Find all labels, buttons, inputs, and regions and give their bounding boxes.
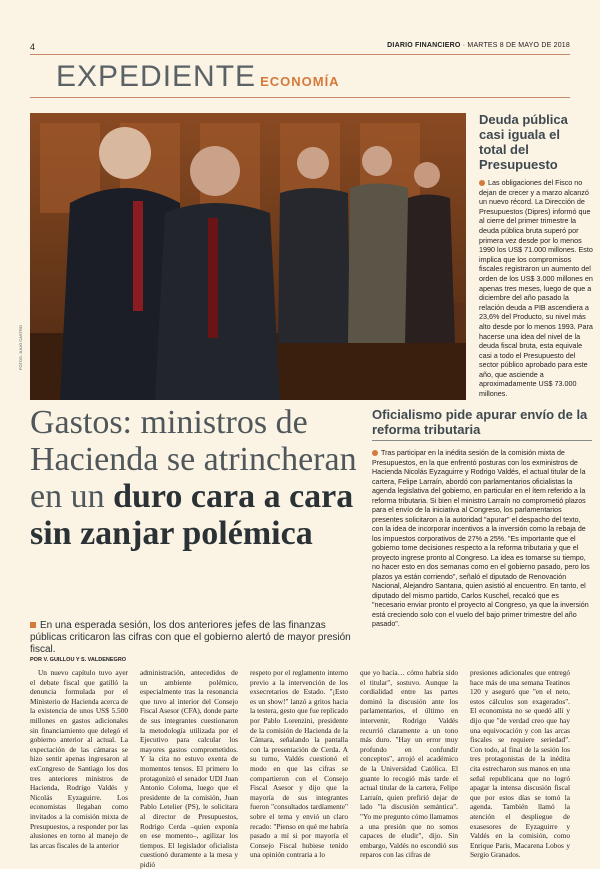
publication-name: DIARIO FINANCIERO [387, 42, 461, 49]
page-number: 4 [30, 42, 36, 52]
sidebar-title: Deuda pública casi iguala el total del Presupuesto [479, 112, 568, 172]
article-column-3 [250, 668, 348, 860]
photo-credit: FOTOS: JULIO CASTRO [18, 324, 23, 370]
oficialismo-body [372, 449, 592, 630]
sidebar-body [479, 178, 595, 399]
column-text: respeto por el reglamento interno previo a la intervención de los exsecretarios de Estado. "¡Esto es un show!" lanzó a gritos hacia la testera, gesto que fue replicado por Pablo Lorenzini, presidente de la comisión de Hacienda de la Cámara, señalando la pantalla con la presentación de Cerda. A su turno, Valdés cuestionó el modo en que las cifras se compartieron con el Consejo Fiscal Asesor y dijo que la mayoría de sus integrantes fueron "consultados tardíamente" sobre el tema y envió un claro recado: "Pienso en qué me habría pasado a mí si por mayoría el Consejo Fiscal hubiese tenido una opinión contraria a lo [250, 668, 348, 860]
byline: POR V. GUILLOU Y S. VALDENEGRO [30, 657, 127, 663]
article-column-4 [360, 668, 458, 860]
article-column-5 [470, 668, 570, 860]
bullet-icon [372, 450, 378, 456]
subheadline [30, 620, 360, 656]
article-column-2 [140, 668, 238, 869]
oficialismo-rule [372, 440, 592, 441]
headline [30, 404, 360, 552]
masthead [387, 42, 570, 49]
issue-date: · MARTES 8 DE MAYO DE 2018 [462, 42, 570, 49]
article-column-1 [30, 668, 128, 850]
column-text: que yo hacía… cómo habría sido el titular", sostuvo. Aunque la cordialidad entre las partes dominó la discusión ante los parlamentarios, el último en intervenir, Rodrigo Valdés recurrió claramente a un tono más duro. "Hay un error muy profundo en confundir conceptos", arrojó el académico de la Universidad Católica. El guante lo recogió más tarde el actual titular de la cartera, Felipe Larraín, quien prefirió dejar de lado "la discusión semántica". "Yo me pregunto cómo llamamos a una presión que no somos capaces de eludir", dijo. Sin embargo, Valdés no escondió sus reparos con las cifras de [360, 668, 458, 860]
headline-bold: duro cara a cara sin zanjar polémica [30, 478, 354, 552]
photo-illustration [30, 113, 466, 400]
main-photo [30, 113, 466, 400]
oficialismo-title: Oficialismo pide apurar envío de la reforma tributaria [372, 407, 588, 437]
oficialismo-text: Tras participar en la inédita sesión de la comisión mixta de Presupuestos, en la que enfrentó posturas con los exministros de Hacienda Nicolás Eyzaguirre y Rodrigo Valdés, el actual titular de la cartera, Felipe Larraín, abordó con parlamentarios oficialistas la agenda legislativa del gobierno, en particular en el ítem referido a la reforma tributaria. Si bien el ministro Larraín no comprometió plazos para el envío de la iniciativa al Congreso, los parlamentarios presentes solicitaron a la autoridad "apurar" el despacho del texto, con la idea de incorporar incentivos a la inversión como la rebaja de los impuestos corporativos de 27% a 25%. "Es importante que el gobierno tome decisiones respecto a la reforma tributaria y que el proyecto ingrese pronto al Congreso. La idea es tomarse su tiempo, no hacer esto en dos semanas como en el gobierno pasado, pero los plazos ya están corriendo", señaló el diputado de Renovación Nacional, Alejandro Santana, quien asistió al encuentro. En tanto, el diputado del mismo partido, Carlos Kuschel, recalcó que es "necesario enviar pronto el proyecto al Congreso, ya que la inversión está creciendo solo con el vuelo del bajo primer trimestre del año pasado". [372, 449, 590, 628]
square-bullet-icon [30, 622, 36, 628]
section-rule [30, 97, 570, 98]
column-text: presiones adicionales que entregó hace más de una semana Teatinos 120 y aseguró que "en el neto, estos cálculos son exagerados". El economista no se quedó allí y dijo que "de verdad creo que hay una equivocación y con las arcas fiscales se requiere seriedad". Con todo, al final de la sesión los tres protagonistas de la inédita cita estrecharon sus manos en una señal republicana que no logró apagar la intensa discusión fiscal que por estos días se tomó la agenda. También llamó la atención el despliegue de exasesores de Eyzaguirre y Valdés en la comisión, como Enrique Paris, Macarena Lobos y Sergio Granados. [470, 668, 570, 860]
section-name: EXPEDIENTE [56, 60, 257, 93]
column-text: administración, antecedidos de un ambiente polémico, especialmente tras la resonancia que tuvo al interior del Consejo Fiscal Asesor (CFA), donde parte de sus integrantes cuestionaron la metodología utilizada por el Ejecutivo para calcular los mayores gastos comprometidos. Y la cita no estuvo exenta de momentos tensos. El primero lo protagonizó el senador UDI Juan Antonio Coloma, luego que el presidente de la comisión, Juan Pablo Letelier (PS), le solicitara al director de Presupuestos, Rodrigo Cerda –quien exponía en ese momento–, agilizar los tiempos. El legislador oficialista cuestionó duramente a la mesa y pidió [140, 668, 238, 869]
section-header [56, 60, 340, 94]
bullet-icon [479, 180, 485, 186]
headline-light: Gastos: ministros de Hacienda se atrincheran en un [30, 404, 357, 515]
subsection-name: ECONOMÍA [260, 74, 340, 89]
sidebar-text: Las obligaciones del Fisco no dejan de crecer y a marzo alcanzó un nuevo récord. La Dirección de Presupuestos (Dipres) informó que al cierre del primer trimestre la deuda pública bruta superó por primera vez desde por lo menos 1990 los US$ 71.000 millones. Esto implica que los compromisos fiscales registraron un aumento del orden de los US$ 3.000 millones en apenas tres meses, luego de que a diciembre del año pasado la relación deuda a PIB ascendiera a 23,6% del Producto, su nivel más alto desde por lo menos 1993. Para hacerse una idea del nivel de la deuda fiscal bruta, esta equivale casi a todo el Presupuesto del sector público aprobado para este año, que asciende a aproximadamente US$ 73.000 millones. [479, 178, 593, 399]
column-text: Un nuevo capítulo tuvo ayer el debate fiscal que gatilló la denuncia formulada por el Ministerio de Hacienda acerca de la existencia de unos US$ 5.500 millones en gastos adicionales sin financiamiento que delegó el gobierno anterior al actual. La expectación de las cámaras se hizo sentir apenas ingresaron al exCongreso de Santiago los dos tres anteriores ministros de Hacienda, Rodrigo Valdés y Nicolás Eyzaguirre. Los economistas llegaban como invitados a la comisión mixta de Presupuestos, a responder por las alusiones en torno al manejo de las arcas fiscales de la anterior [30, 668, 128, 850]
top-rule [30, 54, 570, 55]
subheadline-text: En una esperada sesión, los dos anteriores jefes de las finanzas públicas criticaron las cifras con que el gobierno alertó de mayor presión fiscal. [30, 620, 351, 655]
